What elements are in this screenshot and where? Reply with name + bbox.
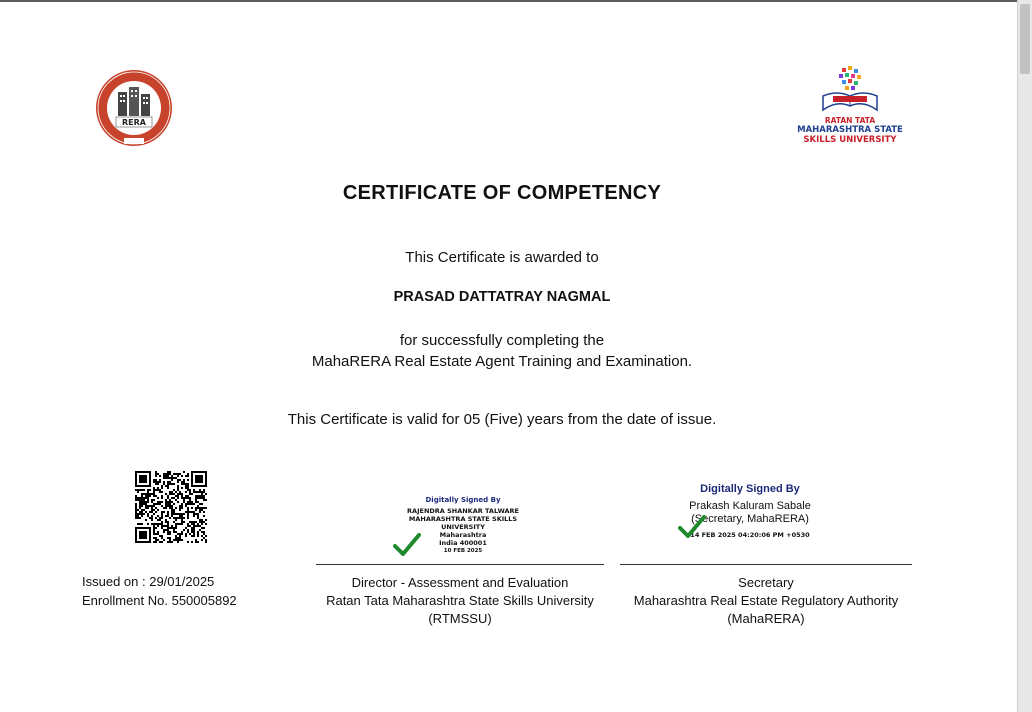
- check-icon: [678, 514, 706, 540]
- awarded-to-text: This Certificate is awarded to: [405, 249, 599, 266]
- signature-date: 10 FEB 2025: [443, 548, 483, 554]
- signatory-title: Director - Assessment and Evaluation: [351, 575, 569, 590]
- completion-line-1: for successfully completing the: [399, 332, 605, 349]
- qr-code: [135, 471, 207, 543]
- signer-name: RAJENDRA SHANKAR TALWARE: [407, 507, 519, 515]
- digital-signature-heading: Digitally Signed By: [425, 496, 501, 504]
- signature-line-right: [620, 564, 912, 565]
- signatory-abbreviation: (RTMSSU): [428, 611, 492, 626]
- rtmssu-logo: [795, 64, 905, 146]
- scrollbar-thumb[interactable]: [1020, 4, 1030, 74]
- signatory-left: [316, 574, 604, 628]
- completion-line-2: MahaRERA Real Estate Agent Training and Examination.: [311, 353, 693, 370]
- rtmssu-line-1: RATAN TATA: [824, 116, 876, 125]
- validity-text: This Certificate is valid for 05 (Five) years from the date of issue.: [287, 411, 717, 428]
- signatory-title: Secretary: [738, 575, 794, 590]
- maharera-logo: [94, 68, 174, 148]
- signature-line-left: [316, 564, 604, 565]
- vertical-scrollbar[interactable]: [1017, 0, 1032, 712]
- rtmssu-emblem-icon: [795, 64, 905, 114]
- recipient-name: PRASAD DATTATRAY NAGMAL: [393, 289, 611, 305]
- signer-country: India 400001: [439, 539, 487, 547]
- signatory-right: [620, 574, 912, 628]
- signer-place: Maharashtra: [439, 531, 487, 539]
- svg-text:RERA: RERA: [122, 118, 146, 127]
- rtmssu-line-2: MAHARASHTRA STATE: [797, 125, 903, 135]
- signatory-abbreviation: (MahaRERA): [727, 611, 805, 626]
- issued-on: Issued on : 29/01/2025: [82, 574, 215, 589]
- signature-date: 14 FEB 2025 04:20:06 PM +0530: [690, 531, 810, 539]
- certificate-page: [0, 2, 1018, 712]
- enrollment-number: Enrollment No. 550005892: [82, 593, 237, 608]
- rtmssu-line-3: SKILLS UNIVERSITY: [803, 135, 897, 145]
- check-icon: [393, 532, 421, 558]
- signatory-organization: Maharashtra Real Estate Regulatory Authority: [633, 593, 899, 608]
- signer-org-line-2: UNIVERSITY: [441, 523, 485, 531]
- digital-signature-heading: Digitally Signed By: [700, 483, 800, 495]
- signatory-organization: Ratan Tata Maharashtra State Skills University: [326, 593, 594, 608]
- signer-role: (Secretary, MahaRERA): [691, 513, 809, 525]
- certificate-title: CERTIFICATE OF COMPETENCY: [342, 182, 662, 204]
- signer-org-line-1: MAHARASHTRA STATE SKILLS: [408, 515, 518, 523]
- signer-name: Prakash Kaluram Sabale: [689, 500, 811, 512]
